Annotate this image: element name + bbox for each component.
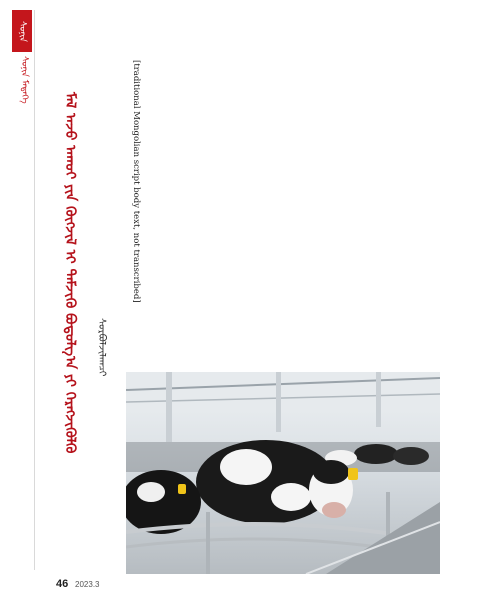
page-divider [34, 10, 35, 570]
section-tab [12, 10, 32, 52]
section-tab-label: ᠰᠣᠨᠢᠨ [17, 20, 27, 42]
article-photo [126, 372, 440, 574]
article-byline: ᠰᠤᠷᠪᠤᠯᠵᠢᠯᠠᠭᠴᠢ [96, 318, 107, 377]
cow-barn-illustration [126, 372, 440, 574]
section-label: ᠰᠣᠨᠢᠨ ᠮᠡᠳᠡᠭᠡ [19, 56, 29, 104]
article-title: ᠮᠠᠯ ᠠᠵᠤ ᠠᠬᠤᠢ ᠶᠢᠨ ᠬᠥᠭᠵᠢᠯ ᠢ ᠳᠡᠮᠵᠢᠬᠦ ᠪᠣᠳᠤᠯᠭ᠎ᠠ ᠶᠢ ᠬᠡᠷᠡᠭᠵᠢᠭᠦᠯᠬᠦ [62, 92, 78, 454]
page-number: 46 [56, 578, 69, 590]
article-body: [traditional Mongolian script body text, not transcribed] [131, 60, 141, 303]
issue-label: 2023.3 [75, 580, 100, 589]
page-footer [56, 578, 100, 590]
